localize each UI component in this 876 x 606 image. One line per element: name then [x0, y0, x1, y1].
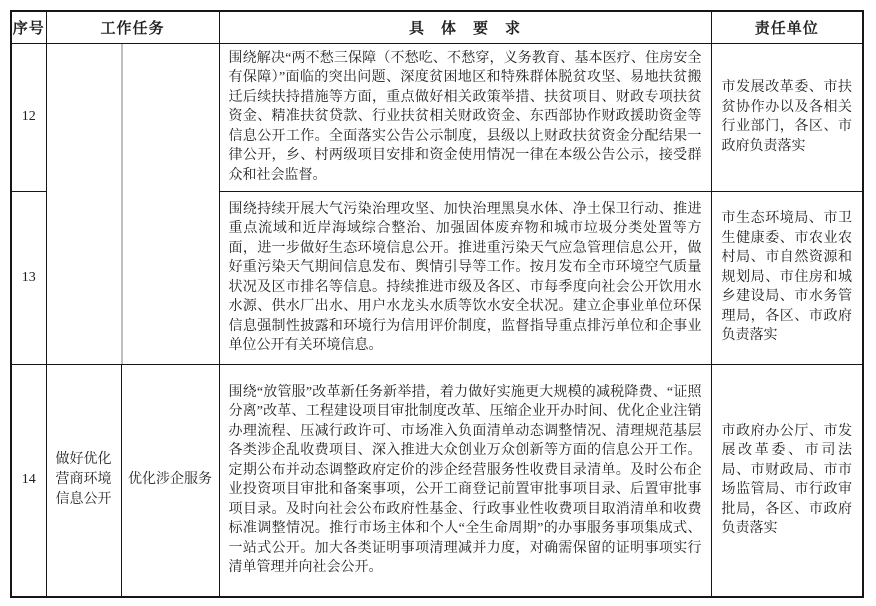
table-header-row	[11, 11, 863, 43]
serial-cell-12: 12	[11, 43, 46, 191]
responsible-cell-13: 市生态环境局、市卫生健康委、市农业农村局、市自然资源和规划局、市住房和城乡建设局、市水务管理局，各区、市政府负责落实	[711, 191, 863, 364]
work-tasks-table	[10, 10, 864, 598]
responsible-cell-14: 市政府办公厅、市发展改革委、市司法局、市财政局、市市场监管局、市行政审批局，各区、市政府负责落实	[711, 364, 863, 597]
table-row-14	[11, 364, 863, 597]
responsible-cell-12: 市发展改革委、市扶贫协作办以及各相关行业部门，各区、市政府负责落实	[711, 43, 863, 191]
task-subcolumn-divider	[121, 44, 123, 364]
requirements-cell-13: 围绕持续开展大气污染治理攻坚、加快治理黑臭水体、净土保卫行动、推进重点流域和近岸海域综合整治、加强固体废弃物和城市垃圾分类处置等方面，进一步做好生态环境信息公开。推进重污染天气应急管理信息公开，做好重污染天气期间信息发布、舆情引导等工作。按月发布全市环境空气质量状况及区市排名等信息。持续推进市级及各区、市每季度向社会公开饮用水水源、供水厂出水、用户水龙头水质等饮水安全状况。建立企事业单位环保信息强制性披露和环境行为信用评价制度，监督指导重点排污单位和企事业单位公开有关环境信息。	[219, 191, 711, 364]
serial-cell-14: 14	[11, 364, 46, 597]
serial-cell-13: 13	[11, 191, 46, 364]
subtask-cell-14: 优化涉企服务	[121, 364, 219, 597]
col-header-task: 工作任务	[46, 11, 219, 43]
col-header-requirements: 具 体 要 求	[219, 11, 711, 43]
requirements-cell-12: 围绕解决“两不愁三保障（不愁吃、不愁穿，义务教育、基本医疗、住房安全有保障）”面临的突出问题、深度贫困地区和特殊群体脱贫攻坚、易地扶贫搬迁后续扶持措施等方面，重点做好相关政策举措、扶贫项目、财政专项扶贫资金、精准扶贫贷款、行业扶贫相关财政资金、东西部协作财政援助资金等信息公开工作。全面落实公告公示制度，县级以上财政扶贫资金分配结果一律公开，乡、村两级项目安排和资金使用情况一律在本级公告公示，接受群众和社会监督。	[219, 43, 711, 191]
requirements-cell-14: 围绕“放管服”改革新任务新举措，着力做好实施更大规模的减税降费、“证照分离”改革、工程建设项目审批制度改革、压缩企业开办时间、优化企业注销办理流程、压减行政许可、市场准入负面清单动态调整情况、清理规范基层各类涉企乱收费项目、深入推进大众创业万众创新等方面的信息公开工作。定期公布并动态调整政府定价的涉企经营服务性收费目录清单。及时公布企业投资项目审批和备案事项，公开工商登记前置审批事项目录、后置审批事项目录。及时向社会公布政府性基金、行政事业性收费项目取消清单和收费标准调整情况。推行市场主体和个人“全生命周期”的办事服务事项集成式、一站式公开。加大各类证明事项清理减并力度，对确需保留的证明事项实行清单管理并向社会公开。	[219, 364, 711, 597]
col-header-serial: 序号	[11, 11, 46, 43]
col-header-responsible: 责任单位	[711, 11, 863, 43]
merged-task-cell-12-13	[46, 43, 219, 364]
document-page	[10, 10, 864, 598]
task-cell-14: 做好优化营商环境信息公开	[46, 364, 121, 597]
table-row-12	[11, 43, 863, 191]
